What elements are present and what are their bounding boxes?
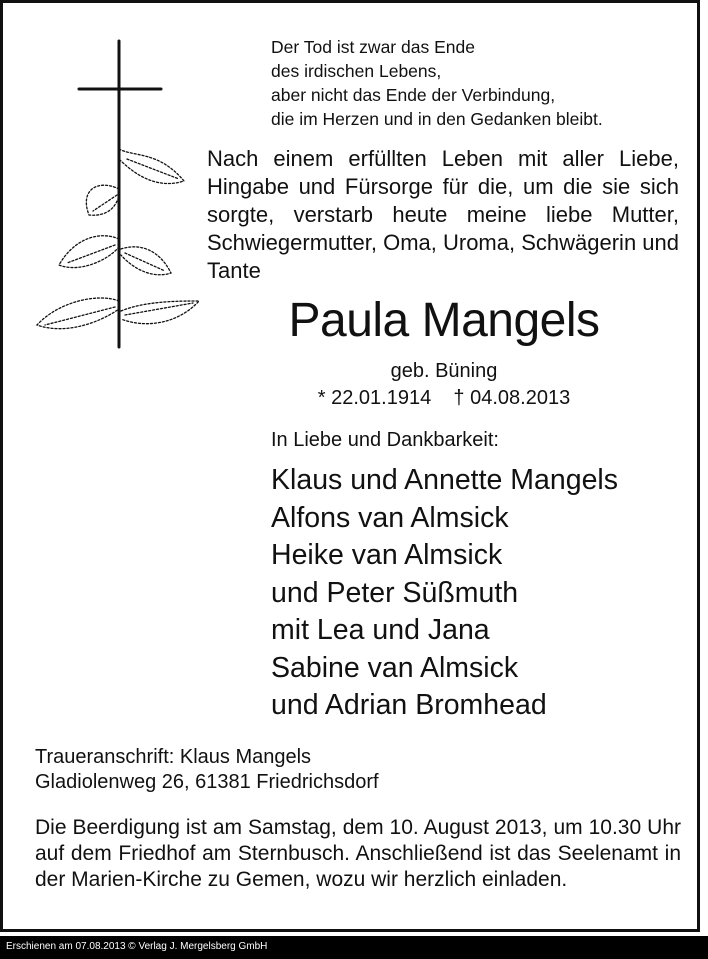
publication-credit: Erschienen am 07.08.2013 © Verlag J. Mergelsberg GmbH: [6, 941, 268, 952]
mourner-line: Klaus und Annette Mangels: [271, 464, 618, 496]
life-dates: * 22.01.1914 † 04.08.2013: [317, 387, 571, 409]
poem-line: die im Herzen und in den Gedanken bleibt.: [271, 109, 603, 129]
thanks-line: In Liebe und Dankbarkeit:: [271, 429, 499, 451]
address-line: Gladiolenweg 26, 61381 Friedrichsdorf: [35, 771, 379, 793]
mourner-line: und Adrian Bromhead: [271, 689, 547, 721]
address-line: Traueranschrift: Klaus Mangels: [35, 746, 312, 768]
mourner-line: Heike van Almsick: [271, 539, 503, 571]
deceased-name: Paula Mangels: [288, 294, 600, 347]
mourner-line: mit Lea und Jana: [271, 614, 490, 646]
mourner-line: Sabine van Almsick: [271, 651, 519, 684]
mourning-address: [35, 745, 379, 795]
poem-line: des irdischen Lebens,: [271, 61, 442, 81]
funeral-text: Die Beerdigung ist am Samstag, dem 10. August 2013, um 10.30 Uhr auf dem Friedhof am Sternbusch. Anschließend ist das Seelenamt in der Marien-Kirche zu Gemen, wozu wir herzlich einladen.: [35, 816, 681, 891]
mourners-list: [271, 462, 618, 725]
mourner-line: Alfons van Almsick: [271, 501, 509, 534]
poem-line: Der Tod ist zwar das Ende: [271, 37, 475, 57]
mourner-line: und Peter Süßmuth: [271, 576, 519, 609]
poem-line: aber nicht das Ende der Verbindung,: [271, 85, 556, 105]
intro-text: Nach einem erfüllten Leben mit aller Liebe, Hingabe und Fürsorge für die, um die sie sich sorgte, verstarb heute meine liebe Mutter, Schwiegermutter, Oma, Uroma, Schwägerin und Tante: [207, 146, 679, 283]
poem: [271, 35, 603, 131]
maiden-name: geb. Büning: [390, 360, 498, 382]
